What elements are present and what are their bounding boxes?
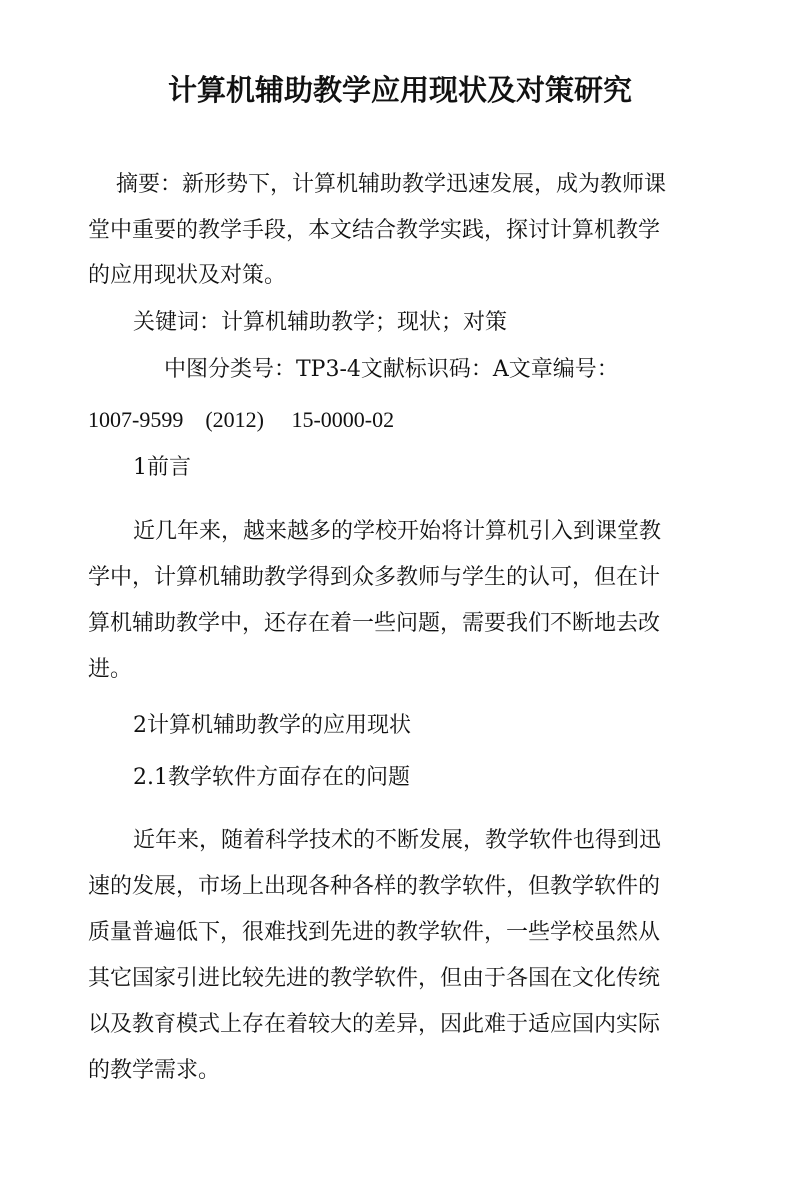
abstract-line: 堂中重要的教学手段，本文结合教学实践，探讨计算机教学	[88, 218, 661, 243]
paragraph-line: 学中，计算机辅助教学得到众多教师与学生的认可，但在计	[88, 565, 661, 590]
classification-line: 中图分类号：TP3-4文献标识码：A文章编号：	[164, 357, 619, 382]
paragraph-line: 近几年来，越来越多的学校开始将计算机引入到课堂教	[133, 519, 662, 544]
paragraph-line: 的教学需求。	[88, 1058, 221, 1083]
subsection-heading: 2.1教学软件方面存在的问题	[133, 765, 410, 790]
paragraph-line: 质量普遍低下，很难找到先进的教学软件，一些学校虽然从	[88, 920, 661, 945]
paragraph-line: 进。	[88, 657, 133, 682]
abstract-line: 摘要：新形势下，计算机辅助教学迅速发展，成为教师课	[116, 172, 667, 197]
keywords-line: 关键词：计算机辅助教学；现状；对策	[133, 310, 508, 335]
paragraph-line: 速的发展，市场上出现各种各样的教学软件，但教学软件的	[88, 874, 661, 899]
document-title: 计算机辅助教学应用现状及对策研究	[167, 73, 632, 107]
article-number: 1007-9599 (2012) 15-0000-02	[88, 407, 395, 432]
abstract-line: 的应用现状及对策。	[88, 263, 287, 288]
section-heading: 2计算机辅助教学的应用现状	[133, 713, 411, 738]
paragraph-line: 其它国家引进比较先进的教学软件，但由于各国在文化传统	[88, 966, 661, 991]
paragraph-line: 近年来，随着科学技术的不断发展，教学软件也得到迅	[133, 828, 662, 853]
paragraph-line: 算机辅助教学中，还存在着一些问题，需要我们不断地去改	[88, 611, 661, 636]
paragraph-line: 以及教育模式上存在着较大的差异，因此难于适应国内实际	[88, 1012, 661, 1037]
section-heading: 1前言	[133, 455, 191, 480]
